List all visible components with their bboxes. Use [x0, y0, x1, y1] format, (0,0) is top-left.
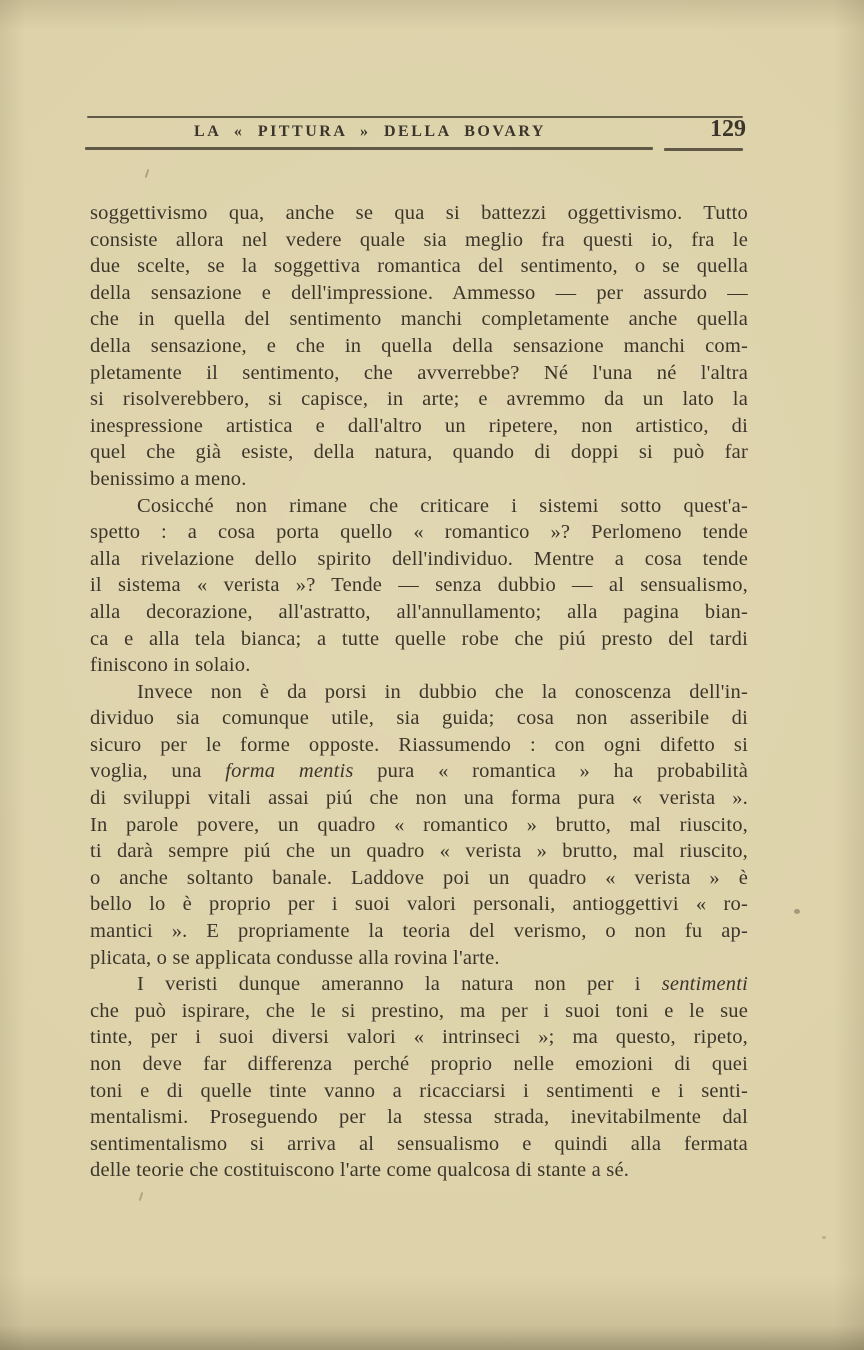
text-line: sentimentalismo si arriva al sensualismo e quindi alla fermata: [90, 1132, 748, 1155]
text-line: che può ispirare, che le si prestino, ma per i suoi toni e le sue: [90, 999, 748, 1022]
text-line: delle teorie che costituiscono l'arte come qualcosa di stante a sé.: [90, 1159, 630, 1182]
text-line: bello lo è proprio per i suoi valori personali, antioggettivi « ro-: [90, 893, 748, 916]
text-line: tinte, per i suoi diversi valori « intrinseci »; ma questo, ripeto,: [90, 1026, 748, 1049]
text-segment: I veristi dunque ameranno la natura non per i: [137, 973, 662, 996]
text-line: di sviluppi vitali assai piú che non una forma pura « verista ».: [90, 787, 748, 810]
text-line: finiscono in solaio.: [90, 654, 251, 677]
text-line: Invece non è da porsi in dubbio che la conoscenza dell'in-: [137, 680, 748, 703]
text-line: sicuro per le forme opposte. Riassumendo : con ogni difetto si: [90, 733, 748, 756]
text-line: In parole povere, un quadro « romantico » brutto, mal riuscito,: [90, 813, 748, 836]
header-rule-top: [87, 116, 743, 118]
body-text: [90, 200, 748, 1184]
text-line: plicata, o se applicata condusse alla rovina l'arte.: [90, 946, 500, 969]
text-line: spetto : a cosa porta quello « romantico »? Perlomeno tende: [90, 521, 748, 544]
text-line: il sistema « verista »? Tende — senza dubbio — al sensualismo,: [90, 574, 748, 597]
text-line: pletamente il sentimento, che avverrebbe? Né l'una né l'altra: [90, 361, 748, 384]
text-line: inespressione artistica e dall'altro un ripetere, non artistico, di: [90, 414, 748, 437]
text-line: si risolverebbero, si capisce, in arte; e avremmo da un lato la: [90, 388, 748, 411]
text-line: mentalismi. Proseguendo per la stessa strada, inevitabilmente dal: [90, 1106, 748, 1129]
paper-speck: [822, 1236, 826, 1239]
text-line: [90, 971, 748, 998]
running-title: LA « PITTURA » DELLA BOVARY: [194, 123, 546, 140]
text-line: della sensazione, e che in quella della sensazione manchi com-: [90, 334, 748, 357]
header-rule-bottom-left: [85, 147, 653, 150]
text-line: ca e alla tela bianca; a tutte quelle robe che piú presto del tardi: [90, 627, 748, 650]
text-line: non deve far differenza perché proprio nelle emozioni di quei: [90, 1053, 748, 1075]
text-line: toni e di quelle tinte vanno a ricacciarsi i sentimenti e i senti-: [90, 1079, 748, 1102]
text-segment: voglia, una: [90, 760, 226, 783]
text-line: benissimo a meno.: [90, 467, 247, 490]
text-line: Cosicché non rimane che criticare i sistemi sotto quest'a-: [137, 494, 748, 517]
paper-speck: [794, 909, 800, 914]
paper-speck: [139, 1192, 144, 1201]
text-line: quel che già esiste, della natura, quando di doppi si può far: [90, 441, 748, 464]
text-line: mantici ». E propriamente la teoria del verismo, o non fu ap-: [90, 920, 748, 943]
text-line: due scelte, se la soggettiva romantica del sentimento, o se quella: [90, 255, 748, 278]
text-line: soggettivismo qua, anche se qua si battezzi oggettivismo. Tutto: [90, 202, 748, 224]
italic-text: sentimenti: [661, 973, 748, 996]
page-number: 129: [710, 116, 746, 142]
text-line: ti darà sempre piú che un quadro « verista » brutto, mal riuscito,: [90, 840, 748, 863]
text-line: dividuo sia comunque utile, sia guida; cosa non asseribile di: [90, 707, 748, 730]
text-line: alla decorazione, all'astratto, all'annullamento; alla pagina bian-: [90, 600, 748, 623]
header-rule-bottom-right: [664, 148, 743, 151]
text-line: consiste allora nel vedere quale sia meglio fra questi io, fra le: [90, 228, 748, 251]
text-line: o anche soltanto banale. Laddove poi un quadro « verista » è: [90, 866, 748, 889]
text-segment: pura « romantica » ha probabilità: [353, 760, 749, 783]
text-line: della sensazione e dell'impressione. Ammesso — per assurdo —: [90, 281, 748, 304]
text-line: alla rivelazione dello spirito dell'individuo. Mentre a cosa tende: [90, 547, 748, 570]
text-line: [90, 758, 748, 785]
text-line: che in quella del sentimento manchi completamente anche quella: [90, 308, 748, 331]
paper-speck: [145, 169, 150, 178]
italic-text: forma mentis: [225, 760, 354, 783]
